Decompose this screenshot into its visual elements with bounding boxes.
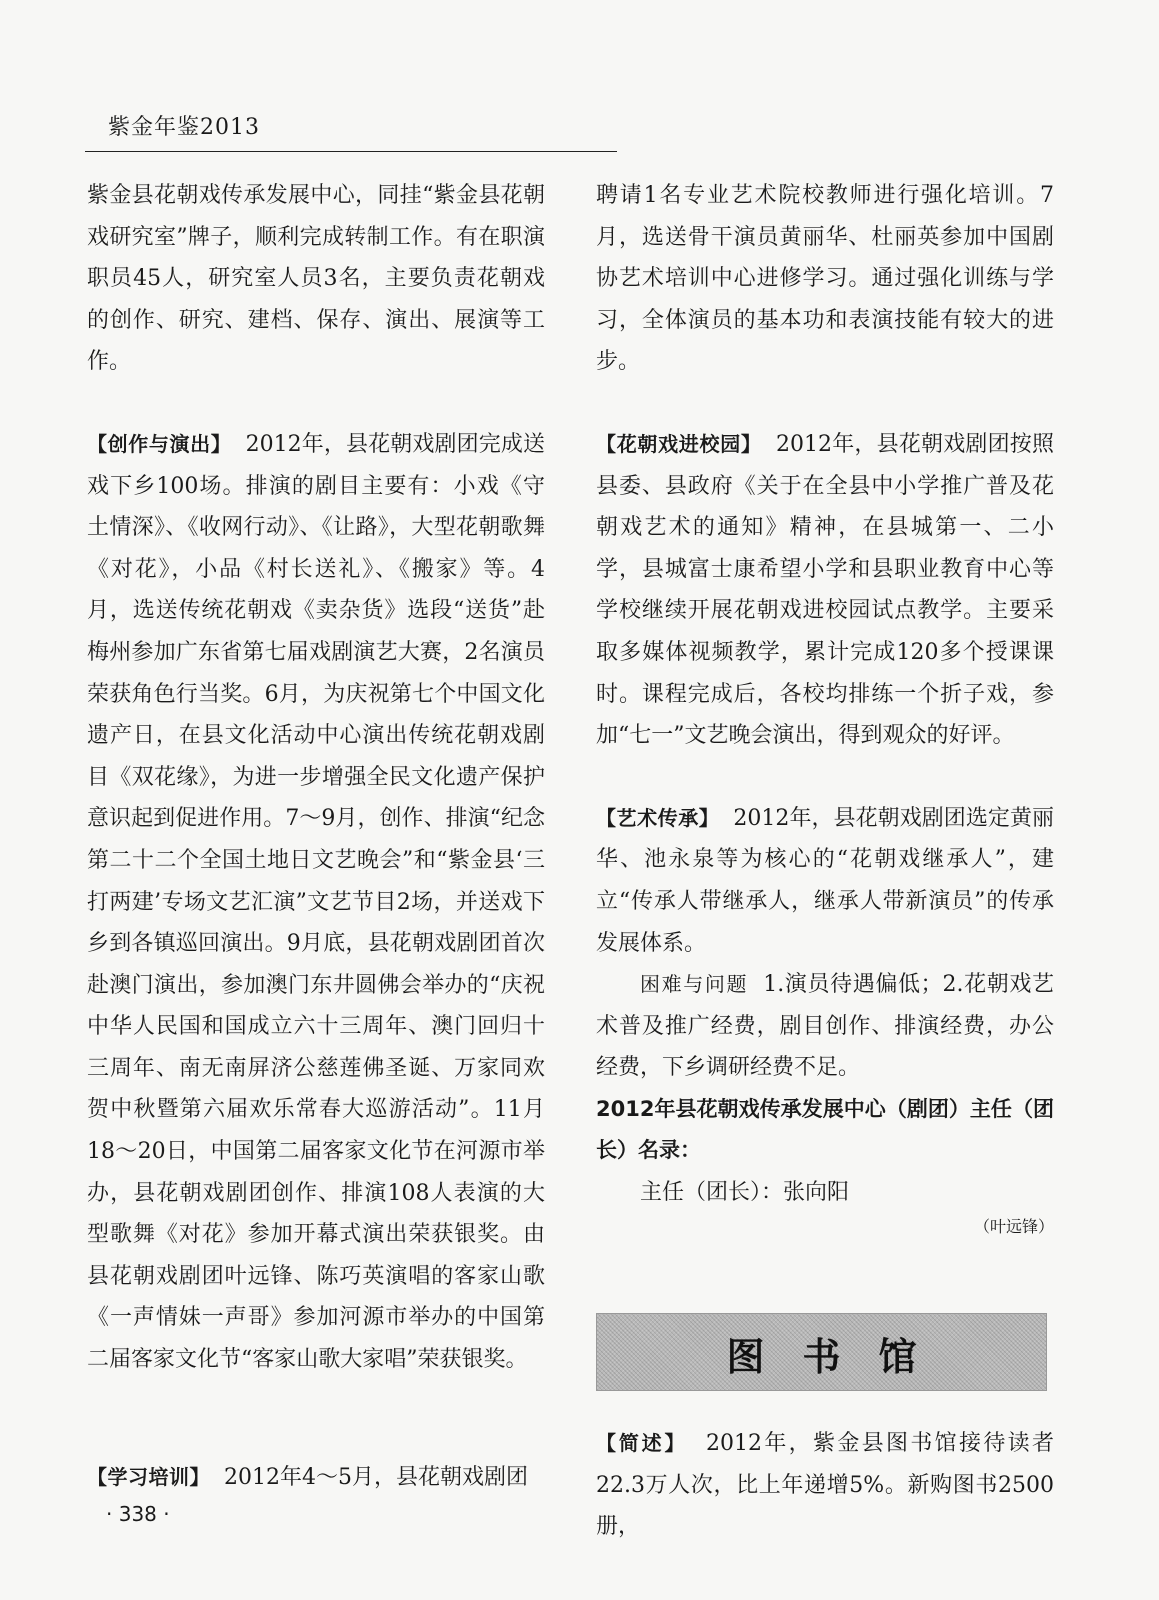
library-text: 2012年，紫金县图书馆接待读者22.3万人次，比上年递增5%。新购图书2500册，: [596, 1431, 1054, 1540]
school-paragraph: [596, 424, 1054, 757]
section-gap: [596, 757, 1054, 798]
library-heading: 【简述】: [596, 1431, 688, 1455]
training-paragraph: [87, 1457, 545, 1499]
section-banner-title: 图书馆: [726, 1335, 955, 1379]
page-number: · 338 ·: [106, 1502, 170, 1526]
author-attribution: （叶远锋）: [973, 1216, 1054, 1236]
roster-title: 2012年县花朝戏传承发展中心（剧团）主任（团长）名录：: [596, 1096, 1054, 1163]
right-column: [596, 175, 1054, 1240]
library-paragraph: [596, 1423, 1054, 1548]
problems-paragraph: [596, 964, 1054, 1089]
creation-paragraph: [87, 424, 545, 1381]
section-banner: [596, 1313, 1047, 1391]
roster-entry: 主任（团长）：张向阳: [640, 1180, 850, 1206]
school-text: 2012年，县花朝戏剧团按照县委、县政府《关于在全县中小学推广普及花朝戏艺术的通知》精神，在县城第一、二小学，县城富士康希望小学和县职业教育中心等学校继续开展花朝戏进校园试点教学。主要采取多媒体视频教学，累计完成120多个授课课时。课程完成后，各校均排练一个折子戏，参加“七一”文艺晚会演出，得到观众的好评。: [596, 431, 1054, 749]
intro-paragraph: 紫金县花朝戏传承发展中心，同挂“紫金县花朝戏研究室”牌子，顺利完成转制工作。有在职演职员45人，研究室人员3名，主要负责花朝戏的创作、研究、建档、保存、演出、展演等工作。: [87, 183, 545, 375]
creation-heading: 【创作与演出】: [87, 431, 232, 456]
section-gap: [87, 383, 545, 424]
heritage-heading: 【艺术传承】: [596, 805, 720, 830]
school-heading: 【花朝戏进校园】: [596, 431, 762, 456]
left-column: [87, 175, 545, 1381]
heritage-text: 2012年，县花朝戏剧团选定黄丽华、池永泉等为核心的“花朝戏继承人”，建立“传承人带继承人，继承人带新演员”的传承发展体系。: [596, 805, 1054, 956]
training-continued: 聘请1名专业艺术院校教师进行强化培训。7月，选送骨干演员黄丽华、杜丽英参加中国剧协艺术培训中心进修学习。通过强化训练与学习，全体演员的基本功和表演技能有较大的进步。: [596, 183, 1054, 375]
problems-label: 困难与问题: [640, 972, 749, 997]
header-rule: [85, 151, 617, 152]
heritage-paragraph: [596, 798, 1054, 964]
running-header: 紫金年鉴2013: [108, 115, 260, 140]
training-text: 2012年4～5月，县花朝戏剧团: [224, 1465, 528, 1490]
section-gap: [596, 383, 1054, 424]
training-heading: 【学习培训】: [87, 1465, 210, 1489]
problems-text: 1.演员待遇偏低；2.花朝戏艺术普及推广经费，剧目创作、排演经费，办公经费，下乡调研经费不足。: [596, 972, 1054, 1081]
creation-text: 2012年，县花朝戏剧团完成送戏下乡100场。排演的剧目主要有：小戏《守土情深》、《收网行动》、《让路》，大型花朝歌舞《对花》，小品《村长送礼》、《搬家》等。4月，选送传统花朝戏《卖杂货》选段“送货”赴梅州参加广东省第七届戏剧演艺大赛，2名演员荣获角色行当奖。6月，为庆祝第七个中国文化遗产日，在县文化活动中心演出传统花朝戏剧目《双花缘》，为进一步增强全民文化遗产保护意识起到促进作用。7～9月，创作、排演“纪念第二十二个全国土地日文艺晚会”和“紫金县‘三打两建’专场文艺汇演”文艺节目2场，并送戏下乡到各镇巡回演出。9月底，县花朝戏剧团首次赴澳门演出，参加澳门东井圆佛会举办的“庆祝中华人民国和国成立六十三周年、澳门回归十三周年、南无南屏济公慈莲佛圣诞、万家同欢贺中秋暨第六届欢乐常春大巡游活动”。11月18～20日，中国第二届客家文化节在河源市举办，县花朝戏剧团创作、排演108人表演的大型歌舞《对花》参加开幕式演出荣获银奖。由县花朝戏剧团叶远锋、陈巧英演唱的客家山歌《一声情妹一声哥》参加河源市举办的中国第二届客家文化节“客家山歌大家唱”荣获银奖。: [87, 431, 545, 1373]
